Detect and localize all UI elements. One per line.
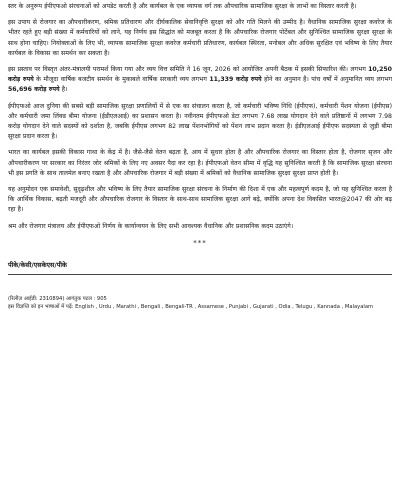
- paragraph: [8, 102, 392, 143]
- paragraph: [8, 148, 392, 179]
- press-release-body: [8, 2, 392, 312]
- paragraph: [8, 222, 392, 232]
- paragraph-text: स्तर के अनुरूप ईपीएफओ संरचनाओं को अपडेट करती है और कार्यबल के एक व्यापक वर्ग तक औपचारिक सामाजिक सुरक्षा के लाभों का विस्तार करती है।: [8, 3, 357, 10]
- paragraph-text: यह अनुमोदन एक समावेशी, सुदृढ़शील और भविष्य के लिए तैयार सामाजिक सुरक्षा संरचना के निर्माण की दिशा में एक और महत्वपूर्ण कदम है, जो यह सुनिश्चित करता है कि आर्थिक विकास, बढ़ती मजदूरी और औपचारिक रोजगार के विस्तार के साथ-साथ सामाजिक सुरक्षा आगे बढ़े, क्योंकि अपना देश विकसित भारत@2047 की ओर बढ़ रहा है।: [8, 186, 392, 214]
- release-id-text: (रिलीज़ आईडी: 2310894) आगंतुक पटल : 905: [8, 295, 107, 302]
- paragraph: [8, 185, 392, 216]
- paragraph-text: श्रम और रोजगार मंत्रालय और ईपीएफओ निर्णय के कार्यान्वयन के लिए सभी आवश्यक वैधानिक और प्रशासनिक कदम उठाएंगे।: [8, 222, 294, 230]
- paragraph-text: भारत का कार्यबल इसकी विकास गाथा के केंद्र में है। जैसे-जैसे वेतन बढ़ता है, आय में सुधार होता है और औपचारिक रोजगार का विस्तार होता है, रोजगार सृजन और औपचारीकरण पर सरकार का निरंतर जोर श्रमिकों के लिए नए अवसर पैदा कर रहा है। ईपीएफओ वेतन सीमा में वृद्धि यह सुनिश्चित करती है कि सामाजिक सुरक्षा संरचना भी इस प्रगति के साथ तालमेल बनाए रखता है और औपचारिक रोजगार में बड़ी संख्या में श्रमिकों को वैधानिक सामाजिक सुरक्षा सुरक्षा प्राप्त होती है।: [8, 149, 392, 177]
- signoff-initials: पीके/केसी/एसकेएस/पीके: [8, 260, 67, 269]
- languages-text: इस विज्ञप्ति को इन भाषाओं में पढ़ें: English , Urdu , Marathi , Bengali , Bengali-TR , Assamese , Punjabi , Gujarati , Odia , Telugu , Kannada , Malayalam: [8, 304, 374, 311]
- paragraph-text: के मौजूदा वार्षिक बजटीय समर्थन के मुकाबले वार्षिक सरकारी व्यय लगभग: [33, 76, 210, 84]
- paragraph: [8, 2, 392, 12]
- section-separator: ***: [193, 238, 207, 247]
- paragraph-text: इस प्रस्ताव पर विस्तृत अंतर-मंत्रालयी परामर्श किया गया और व्यय वित्त समिति ने 16 जून, 2026 को आयोजित अपनी बैठक में इसकी सिफारिश की। लगभग: [8, 66, 369, 74]
- highlighted-amount: 11,339 करोड़ रुपये: [209, 76, 262, 84]
- paragraph: [8, 65, 392, 96]
- highlighted-amount: 56,696 करोड़ रुपये: [8, 86, 60, 94]
- paragraph: [8, 18, 392, 59]
- paragraph-text: होने का अनुमान है। पांच वर्षों में अनुमानित व्यय लगभग: [261, 76, 392, 84]
- paragraph-text: ईपीएफओ आज दुनिया की सबसे बड़ी सामाजिक सुरक्षा प्रणालियों में से एक का संचालन करता है, जो कर्मचारी भविष्य निधि (ईपीएफ), कर्मचारी पेंशन योजना (ईपीएस) और कर्मचारी जमा लिंक्ड बीमा योजना (ईडीएलआई) का प्रशासन करता है। नवीनतम ईपीएफओ डेटा लगभग 7.68 लाख योगदान देने वाले प्रतिष्ठानों में लगभग 7.98 करोड़ योगदान देने वाले सदस्यों को दर्शाता है, जबकि ईपीएस लगभग 82 लाख पेंशनभोगियों को पेंशन लाभ प्रदान करता है। ईडीएलआई ईपीएफ सदस्यता से जुड़ी बीमा सुरक्षा प्रदान करता है।: [8, 102, 392, 141]
- paragraph-text: इस उपाय से रोजगार का औपचारीकरण, श्रमिक प्रतिधारण और दीर्घकालिक सेवानिवृत्ति सुरक्षा को और गति मिलने की उम्मीद है। वैधानिक सामाजिक सुरक्षा कवरेज के भीतर रहते हुए बड़ी संख्या में कर्मचारियों को लाने, यह निर्णय इस सिद्धांत को मजबूत करता है कि औपचारिक रोजगार पोर्टेबल और सुनिश्चित सामाजिक सुरक्षा सुरक्षा के साथ होना चाहिए। नियोक्ताओं के लिए भी, व्यापक सामाजिक सुरक्षा कवरेज कर्मचारी प्रतिधारण, कार्यबल स्थिरता, मनोबल और अधिक सुरक्षित एवं भविष्य के लिए तैयार कार्यबल के विकास का समर्थन कर सकता है।: [8, 19, 392, 57]
- divider-line: [8, 274, 392, 275]
- highlighted-amount: 10,250 करोड़ रुपये: [8, 66, 392, 84]
- paragraph-text: है।: [59, 86, 68, 94]
- paragraph-list: [8, 2, 392, 232]
